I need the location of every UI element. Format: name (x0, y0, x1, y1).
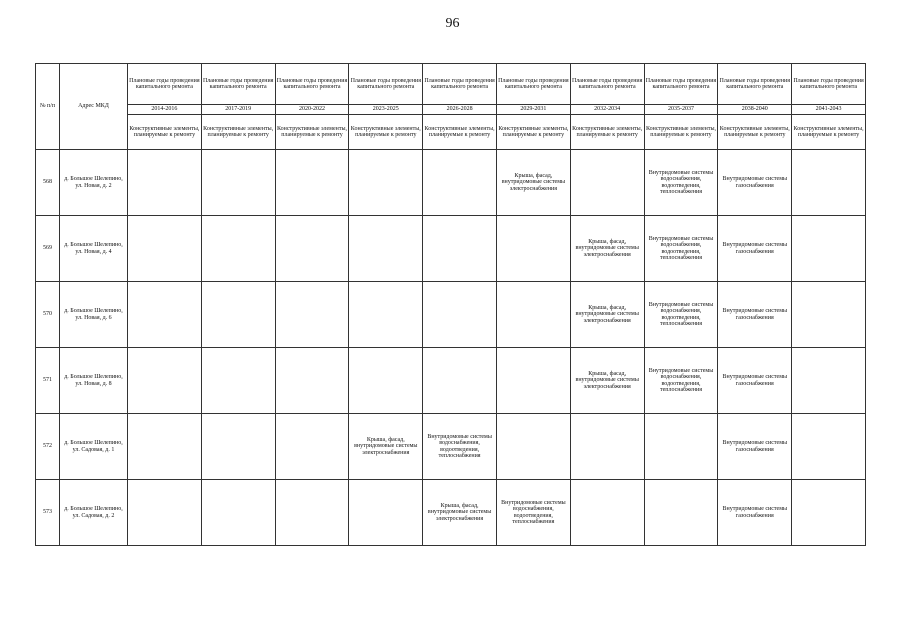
period-header-4: Плановые годы проведения капитального ремонта (423, 64, 497, 105)
repair-cell (496, 414, 570, 480)
element-header-1: Конструктивные элементы, планируемые к ремонту (201, 115, 275, 150)
repair-cell (496, 282, 570, 348)
element-header-3: Конструктивные элементы, планируемые к ремонту (349, 115, 423, 150)
element-header-0: Конструктивные элементы, планируемые к ремонту (128, 115, 202, 150)
row-address: д. Большое Шелепино, ул. Новая, д. 2 (60, 150, 128, 216)
row-number: 572 (36, 414, 60, 480)
repair-cell (275, 414, 349, 480)
repair-cell: Внутридомовые системы газоснабжения (718, 150, 792, 216)
repair-cell (792, 480, 866, 546)
period-header-1: Плановые годы проведения капитального ремонта (201, 64, 275, 105)
table-row (36, 216, 866, 282)
repair-cell (201, 216, 275, 282)
row-address: д. Большое Шелепино, ул. Новая, д. 4 (60, 216, 128, 282)
col-num-header: № п/п (36, 64, 60, 150)
period-years-3: 2023-2025 (349, 105, 423, 115)
repair-cell (201, 150, 275, 216)
repair-cell (570, 150, 644, 216)
row-address: д. Большое Шелепино, ул. Садовая, д. 1 (60, 414, 128, 480)
repair-cell (792, 414, 866, 480)
element-header-6: Конструктивные элементы, планируемые к ремонту (570, 115, 644, 150)
element-header-2: Конструктивные элементы, планируемые к ремонту (275, 115, 349, 150)
repair-cell: Крыша, фасад, внутридомовые системы электроснабжения (349, 414, 423, 480)
repair-cell (128, 216, 202, 282)
repair-cell (201, 282, 275, 348)
repair-cell (201, 480, 275, 546)
repair-cell (349, 282, 423, 348)
repair-cell (496, 348, 570, 414)
row-number: 573 (36, 480, 60, 546)
period-header-6: Плановые годы проведения капитального ремонта (570, 64, 644, 105)
repair-cell (349, 150, 423, 216)
table-row (36, 414, 866, 480)
repair-cell (128, 150, 202, 216)
repair-cell (349, 348, 423, 414)
period-header-0: Плановые годы проведения капитального ремонта (128, 64, 202, 105)
repair-cell: Внутридомовые системы водоснабжения, водоотведения, теплоснабжения (423, 414, 497, 480)
repair-cell: Внутридомовые системы водоснабжения, водоотведения, теплоснабжения (644, 216, 718, 282)
table-row (36, 480, 866, 546)
table-row (36, 348, 866, 414)
repair-cell (423, 150, 497, 216)
period-header-5: Плановые годы проведения капитального ремонта (496, 64, 570, 105)
repair-cell (349, 216, 423, 282)
row-number: 570 (36, 282, 60, 348)
page-number: 96 (445, 16, 460, 31)
repair-cell (128, 282, 202, 348)
element-header-5: Конструктивные элементы, планируемые к ремонту (496, 115, 570, 150)
repair-cell (275, 282, 349, 348)
repair-cell (792, 348, 866, 414)
repair-cell: Внутридомовые системы газоснабжения (718, 216, 792, 282)
repair-cell: Внутридомовые системы водоснабжения, водоотведения, теплоснабжения (496, 480, 570, 546)
repair-cell: Внутридомовые системы газоснабжения (718, 282, 792, 348)
repair-cell (496, 216, 570, 282)
period-header-2: Плановые годы проведения капитального ремонта (275, 64, 349, 105)
repair-cell (128, 480, 202, 546)
element-header-9: Конструктивные элементы, планируемые к ремонту (792, 115, 866, 150)
repair-cell (792, 282, 866, 348)
period-years-2: 2020-2022 (275, 105, 349, 115)
repair-cell (275, 150, 349, 216)
repair-cell: Внутридомовые системы водоснабжения, водоотведения, теплоснабжения (644, 348, 718, 414)
repair-cell: Крыша, фасад, внутридомовые системы электроснабжения (423, 480, 497, 546)
repair-cell (792, 216, 866, 282)
repair-cell: Крыша, фасад, внутридомовые системы электроснабжения (496, 150, 570, 216)
repair-cell: Внутридомовые системы газоснабжения (718, 480, 792, 546)
repair-cell (644, 480, 718, 546)
repair-cell: Крыша, фасад, внутридомовые системы электроснабжения (570, 348, 644, 414)
period-years-0: 2014-2016 (128, 105, 202, 115)
period-years-5: 2029-2031 (496, 105, 570, 115)
row-address: д. Большое Шелепино, ул. Новая, д. 6 (60, 282, 128, 348)
repair-cell: Внутридомовые системы газоснабжения (718, 348, 792, 414)
element-header-7: Конструктивные элементы, планируемые к ремонту (644, 115, 718, 150)
period-years-9: 2041-2043 (792, 105, 866, 115)
repair-cell: Крыша, фасад, внутридомовые системы электроснабжения (570, 216, 644, 282)
period-years-8: 2038-2040 (718, 105, 792, 115)
repair-cell (349, 480, 423, 546)
row-address: д. Большое Шелепино, ул. Садовая, д. 2 (60, 480, 128, 546)
period-years-1: 2017-2019 (201, 105, 275, 115)
period-header-3: Плановые годы проведения капитального ремонта (349, 64, 423, 105)
repair-cell (423, 282, 497, 348)
repair-cell (201, 348, 275, 414)
table-row (36, 282, 866, 348)
repair-cell (275, 480, 349, 546)
repair-cell: Внутридомовые системы водоснабжения, водоотведения, теплоснабжения (644, 282, 718, 348)
repair-cell (275, 216, 349, 282)
repair-cell (128, 348, 202, 414)
repair-cell (128, 414, 202, 480)
row-number: 568 (36, 150, 60, 216)
repair-cell: Крыша, фасад, внутридомовые системы электроснабжения (570, 282, 644, 348)
repair-cell (570, 480, 644, 546)
period-header-8: Плановые годы проведения капитального ремонта (718, 64, 792, 105)
element-header-8: Конструктивные элементы, планируемые к ремонту (718, 115, 792, 150)
repair-cell: Внутридомовые системы газоснабжения (718, 414, 792, 480)
period-years-4: 2026-2028 (423, 105, 497, 115)
period-header-9: Плановые годы проведения капитального ремонта (792, 64, 866, 105)
element-header-4: Конструктивные элементы, планируемые к ремонту (423, 115, 497, 150)
period-header-7: Плановые годы проведения капитального ремонта (644, 64, 718, 105)
repair-cell (423, 348, 497, 414)
repair-cell (201, 414, 275, 480)
row-number: 569 (36, 216, 60, 282)
repair-cell: Внутридомовые системы водоснабжения, водоотведения, теплоснабжения (644, 150, 718, 216)
period-years-7: 2035-2037 (644, 105, 718, 115)
repair-cell (792, 150, 866, 216)
repair-cell (423, 216, 497, 282)
repair-cell (275, 348, 349, 414)
repair-cell (570, 414, 644, 480)
col-address-header: Адрес МКД (60, 64, 128, 150)
row-address: д. Большое Шелепино, ул. Новая, д. 8 (60, 348, 128, 414)
row-number: 571 (36, 348, 60, 414)
table-row (36, 150, 866, 216)
repair-cell (644, 414, 718, 480)
period-years-6: 2032-2034 (570, 105, 644, 115)
capital-repair-plan-table (35, 63, 866, 546)
